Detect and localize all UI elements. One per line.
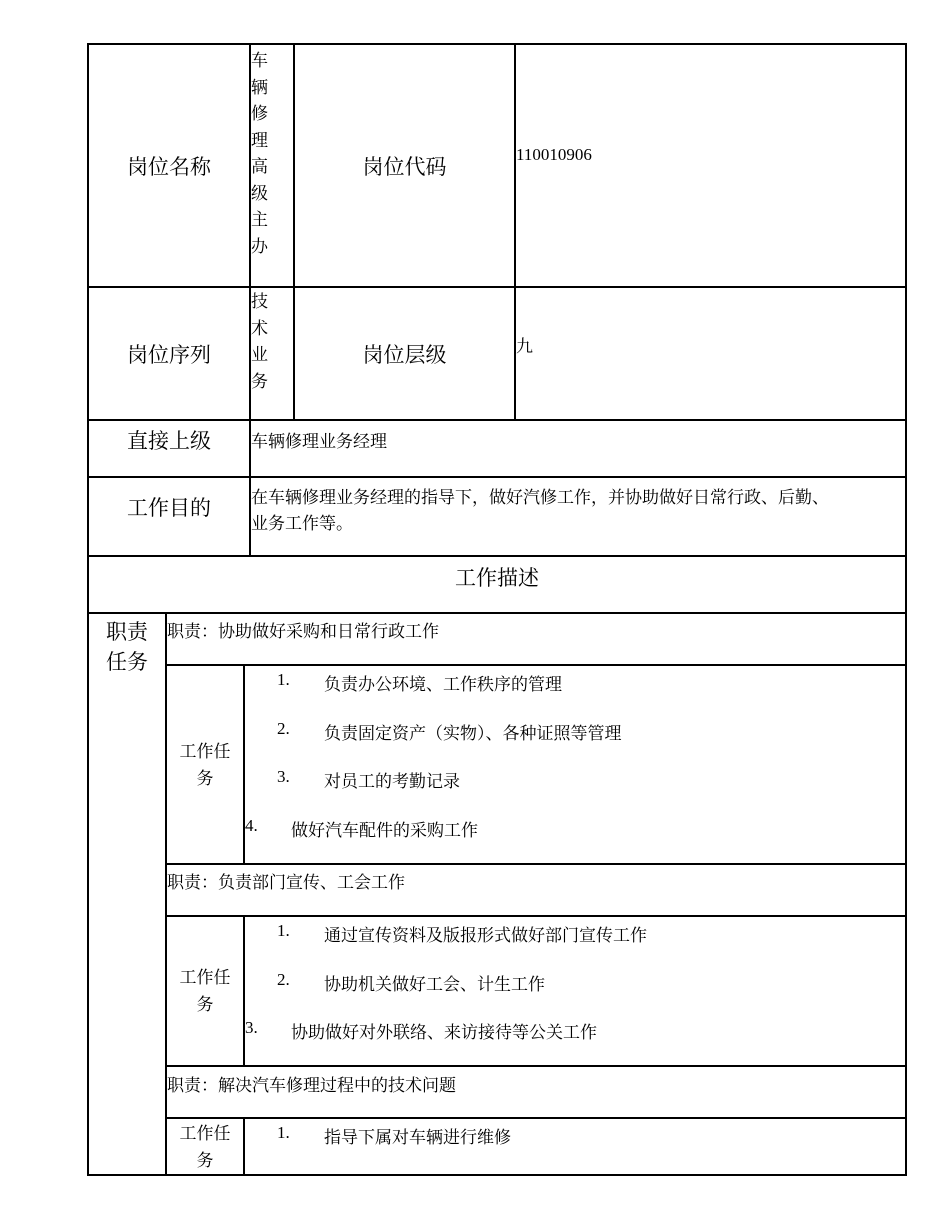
task-item bbox=[245, 1018, 258, 1038]
position-code-label-text: 岗位代码 bbox=[362, 154, 447, 179]
col-divider bbox=[514, 43, 516, 421]
task-text: 负责固定资产（实物）、各种证照等管理 bbox=[324, 724, 622, 743]
purpose-value-line2: 业务工作等。 bbox=[251, 514, 353, 533]
task-text: 对员工的考勤记录 bbox=[324, 772, 460, 791]
task-item bbox=[277, 921, 290, 941]
task-number: 1. bbox=[277, 1123, 290, 1142]
task-text: 指导下属对车辆进行维修 bbox=[324, 1128, 511, 1147]
task-item bbox=[277, 970, 290, 990]
row-divider bbox=[165, 664, 907, 666]
task-label-line1: 工作任 bbox=[179, 741, 231, 761]
task-item bbox=[277, 1123, 290, 1143]
task-label bbox=[167, 917, 243, 1065]
duty-title: 职责：协助做好采购和日常行政工作 bbox=[167, 622, 439, 641]
task-label-line1: 工作任 bbox=[179, 968, 231, 987]
duty-title: 职责：解决汽车修理过程中的技术问题 bbox=[167, 1076, 456, 1095]
col-divider bbox=[243, 1117, 245, 1176]
duties-label bbox=[89, 617, 165, 677]
task-item bbox=[277, 670, 290, 690]
table-border-bottom bbox=[87, 1174, 907, 1176]
supervisor-label: 直接上级 bbox=[127, 429, 211, 453]
row-divider bbox=[165, 915, 907, 917]
task-text: 协助机关做好工会、计生工作 bbox=[324, 975, 545, 994]
duties-label-line1: 职责 bbox=[106, 620, 148, 644]
position-name-label bbox=[89, 45, 249, 286]
row-divider bbox=[87, 476, 907, 478]
position-level-label-text: 岗位层级 bbox=[362, 342, 447, 367]
duties-label-line2: 任务 bbox=[106, 650, 148, 674]
task-label bbox=[167, 1119, 243, 1174]
task-label bbox=[167, 666, 243, 863]
row-divider bbox=[87, 612, 907, 614]
task-text: 负责办公环境、工作秩序的管理 bbox=[324, 675, 562, 694]
task-label-line2: 务 bbox=[196, 1150, 214, 1170]
task-number: 1. bbox=[277, 921, 290, 940]
task-number: 2. bbox=[277, 970, 290, 989]
task-item bbox=[277, 719, 290, 739]
row-divider bbox=[87, 555, 907, 557]
task-text: 做好汽车配件的采购工作 bbox=[291, 821, 478, 840]
supervisor-value: 车辆修理业务经理 bbox=[251, 432, 387, 451]
task-label-line2: 务 bbox=[196, 768, 214, 788]
row-divider bbox=[87, 419, 907, 421]
position-series-label-text: 岗位序列 bbox=[127, 342, 211, 367]
task-number: 3. bbox=[277, 767, 290, 786]
task-label-line1: 工作任 bbox=[179, 1123, 231, 1143]
position-name-label-text: 岗位名称 bbox=[127, 154, 211, 179]
position-series-label bbox=[89, 288, 249, 419]
purpose-value-line1: 在车辆修理业务经理的指导下，做好汽修工作，并协助做好日常行政、后勤、 bbox=[251, 488, 829, 507]
task-item bbox=[245, 816, 258, 836]
col-divider bbox=[243, 915, 245, 1067]
position-code-label bbox=[295, 45, 514, 286]
task-text: 通过宣传资料及版报形式做好部门宣传工作 bbox=[324, 926, 647, 945]
row-divider bbox=[165, 1065, 907, 1067]
task-number: 1. bbox=[277, 670, 290, 689]
position-level-label bbox=[295, 288, 514, 419]
task-label-line2: 务 bbox=[196, 995, 214, 1014]
task-item bbox=[277, 767, 290, 787]
task-number: 3. bbox=[245, 1018, 258, 1037]
position-name-value: 车辆修理高级主办 bbox=[251, 51, 268, 256]
description-heading: 工作描述 bbox=[455, 566, 539, 590]
purpose-label: 工作目的 bbox=[127, 496, 211, 520]
task-text: 协助做好对外联络、来访接待等公关工作 bbox=[291, 1023, 597, 1042]
position-code-value: 110010906 bbox=[516, 145, 592, 164]
row-divider bbox=[165, 863, 907, 865]
position-level-value: 九 bbox=[516, 337, 533, 356]
row-divider bbox=[165, 1117, 907, 1119]
duty-title: 职责：负责部门宣传、工会工作 bbox=[167, 873, 405, 892]
position-series-value: 技术业务 bbox=[251, 292, 268, 391]
table-border-right bbox=[905, 43, 907, 1176]
task-number: 4. bbox=[245, 816, 258, 835]
task-number: 2. bbox=[277, 719, 290, 738]
